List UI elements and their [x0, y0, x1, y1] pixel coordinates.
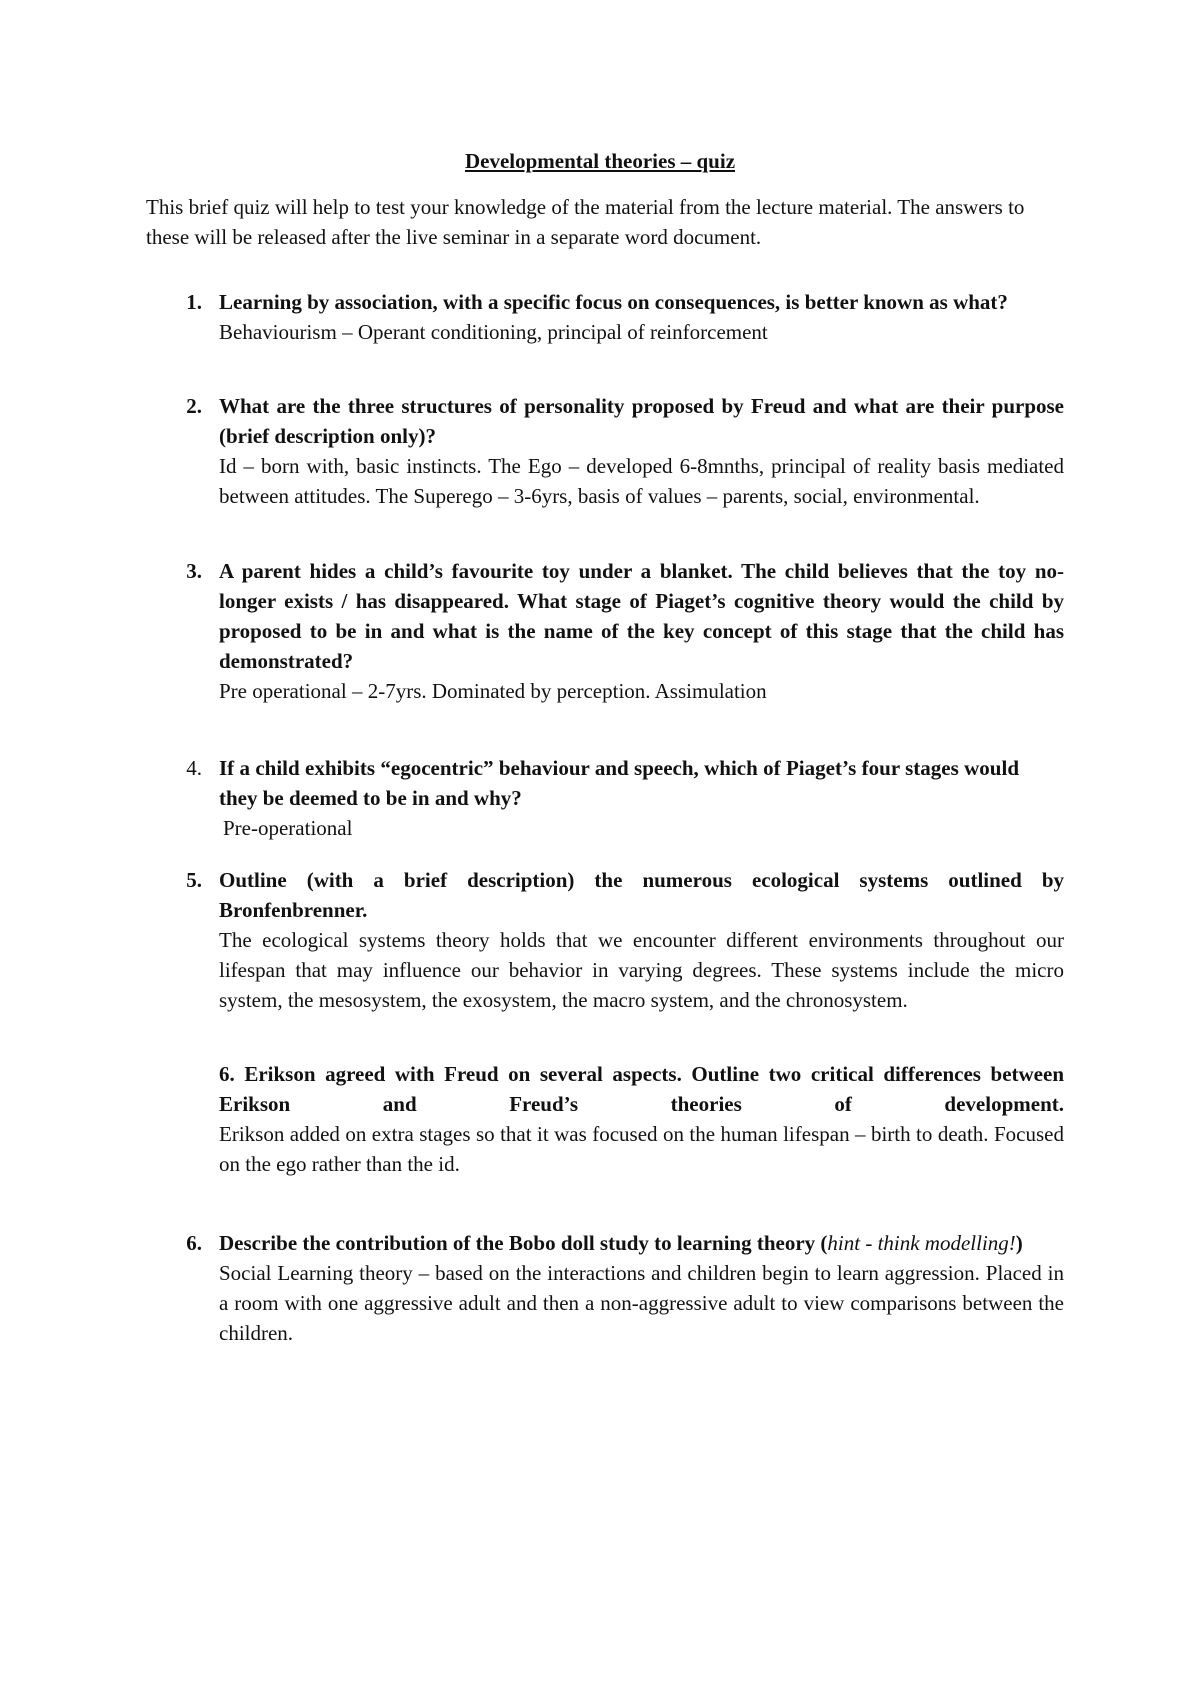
question-text: Learning by association, with a specific focus on consequences, is better known as what?: [219, 290, 1008, 314]
answer-text: Id – born with, basic instincts. The Ego – developed 6-8mnths, principal of reality basis mediated between attitudes. The Superego – 3-6yrs, basis of values – parents, social, environmental.: [219, 454, 1064, 508]
question-text: [219, 1228, 1064, 1258]
question-text-start: Describe the contribution of the Bobo doll study to learning theory (: [219, 1231, 828, 1255]
question-text: A parent hides a child’s favourite toy under a blanket. The child believes that the toy no-longer exists / has disappeared. What stage of Piaget’s cognitive theory would the child by proposed to be in and what is the name of the key concept of this stage that the child has demonstrated?: [219, 559, 1064, 673]
question-number: 3.: [186, 559, 202, 583]
answer-text: Behaviourism – Operant conditioning, principal of reinforcement: [219, 320, 768, 344]
question-number: 4.: [186, 756, 202, 780]
question-text: If a child exhibits “egocentric” behaviour and speech, which of Piaget’s four stages would they be deemed to be in and why?: [219, 756, 1019, 810]
question-text: 6. Erikson agreed with Freud on several aspects. Outline two critical differences between Erikson and Freud’s theories of development.: [219, 1062, 1064, 1116]
question-number: 1.: [186, 290, 202, 314]
answer-text: The ecological systems theory holds that we encounter different environments throughout our lifespan that may influence our behavior in varying degrees. These systems include the micro system, the mesosystem, the exosystem, the macro system, and the chronosystem.: [219, 928, 1064, 1012]
question-5: [146, 865, 1064, 1015]
question-text: Outline (with a brief description) the numerous ecological systems outlined by Bronfenbrenner.: [219, 868, 1064, 922]
question-6-bobo: [146, 1228, 1064, 1348]
question-1: [146, 287, 1064, 347]
question-2: [146, 391, 1064, 511]
question-6-erikson: [146, 1059, 1064, 1179]
question-number: 6.: [186, 1231, 202, 1255]
intro-paragraph: This brief quiz will help to test your knowledge of the material from the lecture material. The answers to these will be released after the live seminar in a separate word document.: [146, 195, 1025, 249]
question-4: [146, 753, 1064, 843]
answer-text: Pre operational – 2-7yrs. Dominated by perception. Assimulation: [219, 679, 767, 703]
question-3: [146, 556, 1064, 706]
question-text-end: ): [1015, 1231, 1023, 1255]
question-text: What are the three structures of personality proposed by Freud and what are their purpose (brief description only)?: [219, 394, 1064, 448]
hint-text: hint - think modelling!: [827, 1231, 1016, 1255]
answer-text: Pre-operational: [223, 816, 353, 840]
answer-text: Erikson added on extra stages so that it was focused on the human lifespan – birth to death. Focused on the ego rather than the id.: [219, 1122, 1064, 1176]
page-title: Developmental theories – quiz: [464, 149, 736, 173]
question-number: 2.: [186, 394, 202, 418]
answer-text: Social Learning theory – based on the interactions and children begin to learn aggression. Placed in a room with one aggressive adult and then a non-aggressive adult to view comparisons between the children.: [219, 1261, 1064, 1345]
question-number: 5.: [186, 868, 202, 892]
